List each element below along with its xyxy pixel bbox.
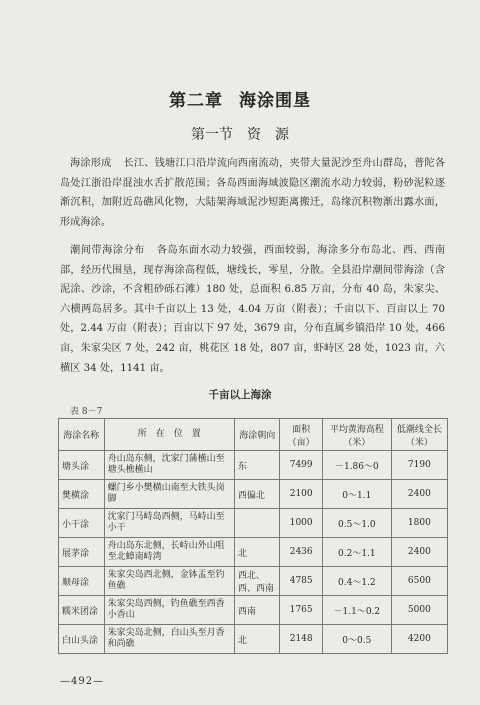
page-number: —492— — [60, 676, 105, 687]
cell-direction: 西北、西、西南 — [234, 567, 280, 596]
cell-location: 舟山岛东侧，沈家门蒲櫵山至塘头樵櫵山 — [104, 451, 234, 480]
tidal-flat-table — [58, 418, 448, 654]
column-header: 海涂朝向 — [234, 419, 280, 451]
column-header: 海涂名称 — [59, 419, 105, 451]
cell-area: 1765 — [280, 596, 322, 625]
cell-length: 4200 — [391, 625, 447, 654]
cell-name: 糯米团涂 — [59, 596, 105, 625]
cell-area: 1000 — [280, 509, 322, 538]
paragraph-lead: 潮间带海涂分布 — [70, 245, 145, 256]
table-row — [59, 625, 448, 654]
cell-length: 1800 — [391, 509, 447, 538]
cell-direction: 北 — [234, 625, 280, 654]
section-number: 第一节 — [191, 127, 233, 143]
paragraph-text: 各岛东面水动力较强，西面较弱，海涂多分布岛北、西、西南部，经历代围垦，现存海涂高程低，塘线长，零星，分散。全县沿岸潮间带海涂（含泥涂、沙涂，不含粗砂砾石滩）180 处，总面积 6.85 万亩，分布 40 岛，朱家尖、六横两岛居多。其中千亩以上 13 处，4.04 万亩（附表）；千亩以下、百亩以上 70 处，2.44 万亩（附表）；百亩以下 97 处，3679 亩，分布直属乡镇沿岸 10 处，466 亩，朱家尖区 7 处，242 亩，桃花区 18 处，807 亩，虾峙区 28 处，1023 亩，六横区 34 处，1141 亩。 — [60, 245, 446, 374]
cell-name: 顺母涂 — [59, 567, 105, 596]
cell-elevation: 0.2～1.1 — [322, 538, 391, 567]
cell-length: 7190 — [391, 451, 447, 480]
cell-direction — [234, 509, 280, 538]
cell-elevation: －1.1～0.2 — [322, 596, 391, 625]
cell-name: 樊横涂 — [59, 480, 105, 509]
cell-area: 2436 — [280, 538, 322, 567]
chapter-heading — [0, 86, 480, 111]
column-header: 平均黄海高程（米） — [322, 419, 391, 451]
cell-area: 4785 — [280, 567, 322, 596]
cell-length: 6500 — [391, 567, 447, 596]
cell-name: 小干涂 — [59, 509, 105, 538]
table-row — [59, 596, 448, 625]
cell-location: 沈家门马峙岛西侧，马峙山至小干 — [104, 509, 234, 538]
paragraph-formation — [60, 154, 445, 232]
table-row — [59, 538, 448, 567]
cell-direction: 西偏北 — [234, 480, 280, 509]
column-header: 面积（亩） — [280, 419, 322, 451]
cell-location: 朱家尖岛西北侧，金钵盂至钓鱼礁 — [104, 567, 234, 596]
cell-elevation: 0.4～1.2 — [322, 567, 391, 596]
cell-direction: 北 — [234, 538, 280, 567]
cell-area: 2148 — [280, 625, 322, 654]
cell-direction: 东 — [234, 451, 280, 480]
cell-area: 7499 — [280, 451, 322, 480]
cell-name: 塘头涂 — [59, 451, 105, 480]
paragraph-distribution — [60, 241, 445, 378]
cell-direction: 西南 — [234, 596, 280, 625]
cell-location: 朱家尖岛西侧，钓鱼礁至西香小香山 — [104, 596, 234, 625]
cell-length: 5000 — [391, 596, 447, 625]
cell-location: 舟山岛东北侧，长峙山外山咀至北蟑南峙湾 — [104, 538, 234, 567]
cell-elevation: －1.86～0 — [322, 451, 391, 480]
paragraph-text: 长江、钱塘江口沿岸流向西南流动，夹带大量泥沙至舟山群岛，普陀各岛处江浙沿岸混浊水舌扩散范围；各岛西面海域波隐区潮流水动力较弱，粉砂泥粒逐渐沉积，加附近岛礁风化物，大陆架海域泥沙短距离搬迁，岛缘沉积物渐出露水面，形成海涂。 — [60, 158, 446, 228]
cell-elevation: 0.5～1.0 — [322, 509, 391, 538]
column-header: 所 在 位 置 — [104, 419, 234, 451]
cell-name: 白山头涂 — [59, 625, 105, 654]
chapter-number: 第二章 — [169, 91, 223, 111]
cell-area: 2100 — [280, 480, 322, 509]
cell-elevation: 0～0.5 — [322, 625, 391, 654]
cell-length: 2400 — [391, 480, 447, 509]
table-row — [59, 567, 448, 596]
chapter-title: 海涂围垦 — [239, 91, 311, 111]
cell-length: 2400 — [391, 538, 447, 567]
section-heading — [0, 124, 480, 144]
table-row — [59, 480, 448, 509]
cell-elevation: 0～1.1 — [322, 480, 391, 509]
table-row — [59, 509, 448, 538]
cell-name: 展茅涂 — [59, 538, 105, 567]
table-row — [59, 451, 448, 480]
section-title: 资 源 — [247, 127, 289, 143]
cell-location: 朱家尖岛北侧，白山头至月香和尚礁 — [104, 625, 234, 654]
column-header: 低潮线全长（米） — [391, 419, 447, 451]
cell-location: 螺门乡小樊横山南至大铁头岗脚 — [104, 480, 234, 509]
table-title: 千亩以上海涂 — [208, 389, 272, 401]
table-label: 表 8－7 — [70, 407, 103, 417]
table-header-row — [59, 419, 448, 451]
paragraph-lead: 海涂形成 — [70, 158, 112, 169]
